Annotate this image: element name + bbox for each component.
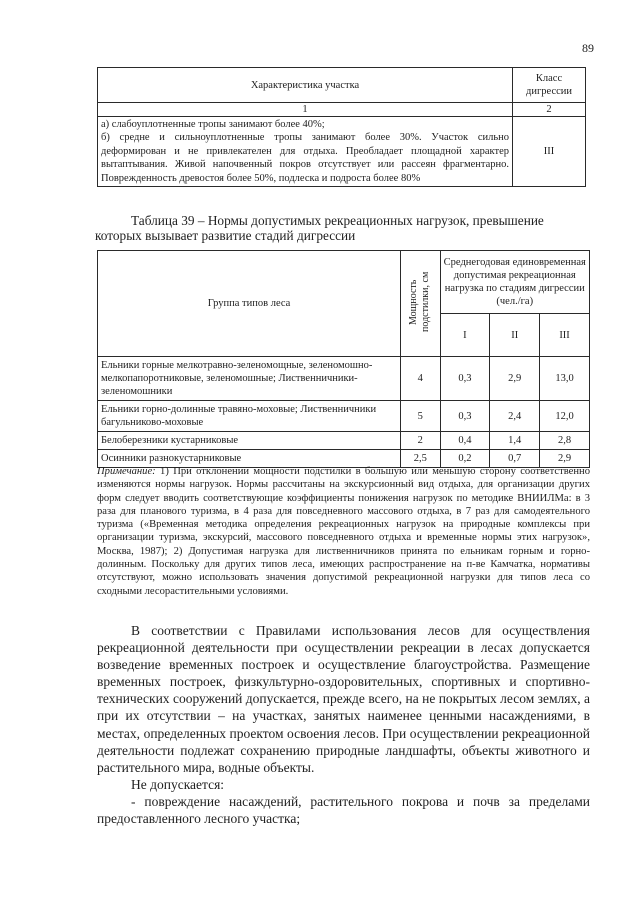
table-header-row xyxy=(98,68,586,103)
thickness-cell: 5 xyxy=(401,401,440,432)
stage-1-cell: 0,3 xyxy=(440,401,490,432)
forest-group-cell: Ельники горно-долинные травяно-моховые; Лиственничники багульниково-моховые xyxy=(98,401,401,432)
description-b: б) средне и сильноуплотненные тропы занимают более 30%. Участок сильно деформирован и не привлекателен для отдыха. Преобладает площадной характер вытаптывания. Живой напочвенный покров отсутствует или рассеян фрагментарно. Поврежденность древостоя более 50%, подлеска и подроста более 80% xyxy=(101,132,509,184)
thickness-cell: 2,5 xyxy=(401,450,440,468)
stage-header-2: II xyxy=(490,314,540,357)
column-number-2: 2 xyxy=(513,103,586,117)
column-number-1: 1 xyxy=(98,103,513,117)
header-permissible-load: Среднегодовая единовременная допустимая рекреационная нагрузка по стадиям дигрессии (чел./га) xyxy=(440,251,589,314)
stage-3-cell: 13,0 xyxy=(540,357,590,401)
recreational-load-norms-table xyxy=(97,250,590,468)
stage-header-1: I xyxy=(440,314,490,357)
paragraph-prohibition-item: - повреждение насаждений, растительного покрова и почв за пределами предоставленного лесного участка; xyxy=(97,793,590,827)
table-row xyxy=(98,401,590,432)
caption-line-1: Таблица 39 – Нормы допустимых рекреационных нагрузок, превышение xyxy=(131,213,544,228)
stage-2-cell: 1,4 xyxy=(490,432,540,450)
header-characteristic: Характеристика участка xyxy=(98,68,513,103)
paragraph-recreation-rules: В соответствии с Правилами использования лесов для осуществления рекреационной деятельности при осуществлении рекреации в лесах допускается возведение временных построек и осуществление благоустройства. Размещение временных построек, физкультурно-оздоровительных, спортивных и спортивно-технических сооружений допускается, прежде всего, на не покрытых лесом землях, а при их отсутствии – на участках, занятых наименее ценными насаждениями, в местах, определенных проектом освоения лесов. При осуществлении рекреационной деятельности подлежат сохранению природные ландшафты, объекты животного и растительного мира, водные объекты. xyxy=(97,623,590,775)
table-note xyxy=(97,465,590,598)
body-text xyxy=(97,622,590,827)
forest-group-cell: Осинники разнокустарниковые xyxy=(98,450,401,468)
table-row xyxy=(98,117,586,187)
stage-3-cell: 2,8 xyxy=(540,432,590,450)
thickness-cell: 2 xyxy=(401,432,440,450)
stage-1-cell: 0,3 xyxy=(440,357,490,401)
header-litter-thickness-text: Мощность подстилки, см xyxy=(408,271,432,333)
stage-2-cell: 2,4 xyxy=(490,401,540,432)
stage-2-cell: 2,9 xyxy=(490,357,540,401)
stage-2-cell: 0,7 xyxy=(490,450,540,468)
table-header-row xyxy=(98,251,590,314)
note-label: Примечание: xyxy=(97,466,156,477)
column-number-row xyxy=(98,103,586,117)
caption-line-2: которых вызывает развитие стадий дигрессии xyxy=(95,228,356,243)
site-description xyxy=(98,117,513,187)
stage-3-cell: 12,0 xyxy=(540,401,590,432)
header-forest-group: Группа типов леса xyxy=(98,251,401,357)
description-a: а) слабоуплотненные тропы занимают более 40%; xyxy=(101,119,325,130)
table-row xyxy=(98,432,590,450)
stage-3-cell: 2,9 xyxy=(540,450,590,468)
header-litter-thickness xyxy=(401,251,440,357)
stage-1-cell: 0,2 xyxy=(440,450,490,468)
note-text: 1) При отклонении мощности подстилки в большую или меньшую сторону соответственно изменяются нормы нагрузок. Нормы рассчитаны на экскурсионный вид отдыха, для организации других форм следует вводить соответствующие коэффициенты понижения нагрузок по методике ВНИИЛМа: в 3 раза для планового туризма, в 4 раза для повседневного массового отдыха, в 7 раз для самодеятельного туризма («Временная методика определения рекреационных нагрузок на природные комплексы при организации туризма, экскурсий, массового повседневного отдыха и временные нормы этих нагрузок», Москва, 1987); 2) Допустимая нагрузка для лиственничников принята по ельникам горным и горно-долинным. Поскольку для других типов леса, имеющих распространение на п-ве Камчатка, нормативы отсутствуют, можно использовать значения допустимой рекреационной нагрузки для типов леса со сходными лесорастительными условиями. xyxy=(97,466,590,597)
page-number: 89 xyxy=(582,41,594,55)
forest-group-cell: Ельники горные мелкотравно-зеленомощные, зеленомошно-мелкопапоротниковые, зеленомошные; Лиственничники-зеленомошники xyxy=(98,357,401,401)
digression-characteristic-table xyxy=(97,67,586,187)
forest-group-cell: Белоберезники кустарниковые xyxy=(98,432,401,450)
digression-class-value: III xyxy=(513,117,586,187)
thickness-cell: 4 xyxy=(401,357,440,401)
stage-header-3: III xyxy=(540,314,590,357)
table-row xyxy=(98,357,590,401)
stage-1-cell: 0,4 xyxy=(440,432,490,450)
header-digression-class: Класс дигрессии xyxy=(513,68,586,103)
paragraph-not-allowed: Не допускается: xyxy=(131,776,225,792)
table-caption xyxy=(95,213,591,243)
